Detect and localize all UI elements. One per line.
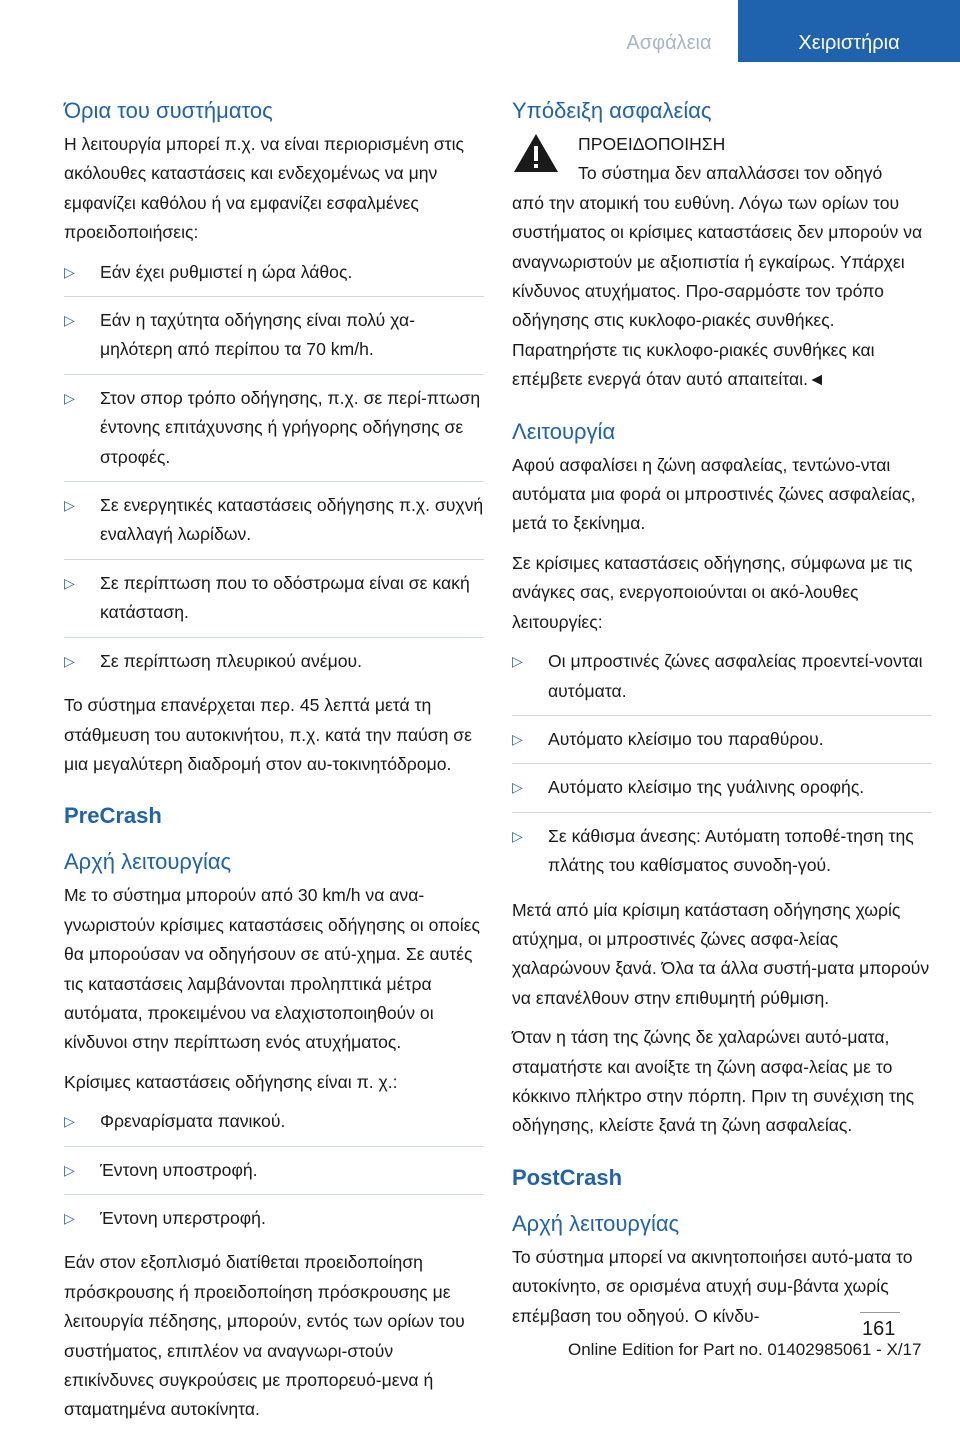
safety-heading: Υπόδειξη ασφαλείας [512, 98, 712, 123]
bullet-triangle-icon: ▷ [512, 779, 523, 796]
list-item: ▷ Έντονη υπερστροφή. [64, 1204, 484, 1242]
list-item: ▷ Στον σπορ τρόπο οδήγησης, π.χ. σε περί-πτωση έντονης επιτάχυνσης ή γρήγορης οδήγησης σε στροφές. [64, 384, 484, 482]
list-item: ▷ Εάν η ταχύτητα οδήγησης είναι πολύ χα-μηλότερη από περίπου τα 70 km/h. [64, 306, 484, 375]
principle-text: Με το σύστημα μπορούν από 30 km/h να ανα-γνωριστούν κρίσιμες καταστάσεις οδήγησης οι οποίες θα μπορούσαν να οδηγήσουν σε ατύ-χημα. Σε αυτές τις καταστάσεις λαμβάνονται προληπτικά μέτρα αυτόματα, προκειμένου να ελαχιστοποιηθούν οι κίνδυνοι στην περίπτωση ενός ατυχήματος. [64, 885, 481, 1053]
bullet-triangle-icon: ▷ [64, 1161, 75, 1178]
limits-outro: Το σύστημα επανέρχεται περ. 45 λεπτά μετά τη στάθμευση του αυτοκινήτου, π.χ. κατά την παύση σε μια μεγαλύτερη διαδρομή στον αυ-τοκινητόδρομο. [64, 695, 472, 774]
right-column [512, 96, 932, 1341]
critical-outro: Εάν στον εξοπλισμό διατίθεται προειδοποίηση πρόσκρουσης ή προειδοποίηση πρόσκρουσης με λειτουργία πέδησης, μπορούν, εντός των ορίων του συστήματος, επιπλέον να αναγνωρι-στούν επικίνδυνες συγκρούσεις με προπορευό-μενα ή σταματημένα αυτοκίνητα. [64, 1252, 465, 1420]
principle-heading: Αρχή λειτουργίας [64, 849, 232, 875]
list-item: ▷ Αυτόματο κλείσιμο του παραθύρου. [512, 725, 932, 764]
bullet-triangle-icon: ▷ [64, 1209, 75, 1226]
bullet-triangle-icon: ▷ [64, 1113, 75, 1130]
list-item: ▷ Σε περίπτωση που το οδόστρωμα είναι σε κακή κατάσταση. [64, 569, 484, 638]
precrash-heading: PreCrash [64, 803, 162, 829]
list-item: ▷ Σε ενεργητικές καταστάσεις οδήγησης π.χ. συχνή εναλλαγή λωρίδων. [64, 491, 484, 560]
warning-triangle-icon [512, 132, 560, 174]
bullet-triangle-icon: ▷ [512, 730, 523, 747]
function-list [512, 647, 932, 889]
warning-body: από την ατομική του ευθύνη. Λόγω των ορίων του συστήματος οι κρίσιμες καταστάσεις δεν μπορούν να αναγνωριστούν με αξιοπιστία ή εγκαίρως. Υπάρχει κίνδυνος ατυχήματος. Προ-σαρμόστε τον τρόπο οδήγησης στις κυκλοφο-ριακές συνθήκες. Παρατηρήστε τις κυκλοφο-ριακές συνθήκες και επέμβετε ενεργά όταν αυτό απαιτείται.◄ [512, 192, 923, 390]
principle2-heading: Αρχή λειτουργίας [512, 1210, 680, 1236]
bullet-triangle-icon: ▷ [64, 312, 75, 329]
list-item: ▷ Έντονη υποστροφή. [64, 1156, 484, 1195]
critical-intro: Κρίσιμες καταστάσεις οδήγησης είναι π. χ.: [64, 1071, 398, 1092]
bullet-triangle-icon: ▷ [512, 827, 523, 844]
tab-safety[interactable]: Ασφάλεια [600, 0, 738, 62]
page-header [0, 0, 960, 62]
function-heading: Λειτουργία [512, 418, 616, 444]
function-text: Αφού ασφαλίσει η ζώνη ασφαλείας, τεντώνο-νται αυτόματα μια φορά οι μπροστινές ζώνες ασφαλείας, μετά το ξεκίνημα. [512, 454, 916, 534]
limits-list [64, 258, 484, 685]
list-item: ▷ Σε περίπτωση πλευρικού ανέμου. [64, 647, 484, 685]
bullet-triangle-icon: ▷ [64, 263, 75, 280]
principle2-text: Το σύστημα μπορεί να ακινητοποιήσει αυτό-ματα το αυτοκίνητο, σε ορισμένα ατυχή συμ-βάντα χωρίς επέμβαση του οδηγού. Ο κίνδυ- [512, 1246, 913, 1326]
function-intro: Σε κρίσιμες καταστάσεις οδήγησης, σύμφωνα με τις ανάγκες σας, ενεργοποιούνται οι ακό-λουθες λειτουργίες: [512, 552, 913, 632]
list-item: ▷ Αυτόματο κλείσιμο της γυάλινης οροφής. [512, 773, 932, 812]
list-item: ▷ Σε κάθισμα άνεσης: Αυτόματη τοποθέ-τηση της πλάτης του καθίσματος συνοδη-γού. [512, 822, 932, 890]
bullet-triangle-icon: ▷ [64, 574, 75, 591]
warning-first-line: Το σύστημα δεν απαλλάσσει τον οδηγό [578, 163, 883, 184]
critical-list [64, 1107, 484, 1242]
footer-divider [860, 1312, 900, 1313]
warning-label: ΠΡΟΕΙΔΟΠΟΙΗΣΗ [578, 134, 726, 154]
after-text: Μετά από μία κρίσιμη κατάσταση οδήγησης χωρίς ατύχημα, οι μπροστινές ζώνες ασφα-λείας χαλαρώνουν ξανά. Όλα τα άλλα συστή-ματα μπορούν να επανέλθουν στην επιθυμητή ρύθμιση. [512, 899, 930, 1008]
tension-text: Όταν η τάση της ζώνης δε χαλαρώνει αυτό-ματα, σταματήστε και ανοίξτε τη ζώνη ασφα-λείας με το κόκκινο πλήκτρο στην πόρπη. Πριν τη συνέχιση της οδήγησης, κλείστε ξανά τη ζώνη ασφαλείας. [512, 1027, 915, 1136]
limits-heading: Όρια του συστήματος [64, 98, 273, 123]
list-item: ▷ Φρεναρίσματα πανικού. [64, 1107, 484, 1146]
postcrash-heading: PostCrash [512, 1164, 623, 1190]
bullet-triangle-icon: ▷ [64, 389, 75, 406]
warning-block [512, 130, 932, 189]
bullet-triangle-icon: ▷ [512, 653, 523, 670]
limits-intro: Η λειτουργία μπορεί π.χ. να είναι περιορισμένη στις ακόλουθες καταστάσεις και ενδεχομένως να μην εμφανίζει καθόλου ή να εμφανίζει εσφαλμένες προειδοποιήσεις: [64, 134, 464, 243]
page-number: 161 [862, 1318, 896, 1340]
bullet-triangle-icon: ▷ [64, 652, 75, 669]
bullet-triangle-icon: ▷ [64, 497, 75, 514]
tab-controls[interactable]: Χειριστήρια [738, 0, 960, 62]
left-column [64, 96, 484, 1435]
list-item: ▷ Εάν έχει ρυθμιστεί η ώρα λάθος. [64, 258, 484, 297]
edition-text: Online Edition for Part no. 01402985061 - X/17 [568, 1340, 922, 1359]
list-item: ▷ Οι μπροστινές ζώνες ασφαλείας προεντεί-νονται αυτόματα. [512, 647, 932, 716]
